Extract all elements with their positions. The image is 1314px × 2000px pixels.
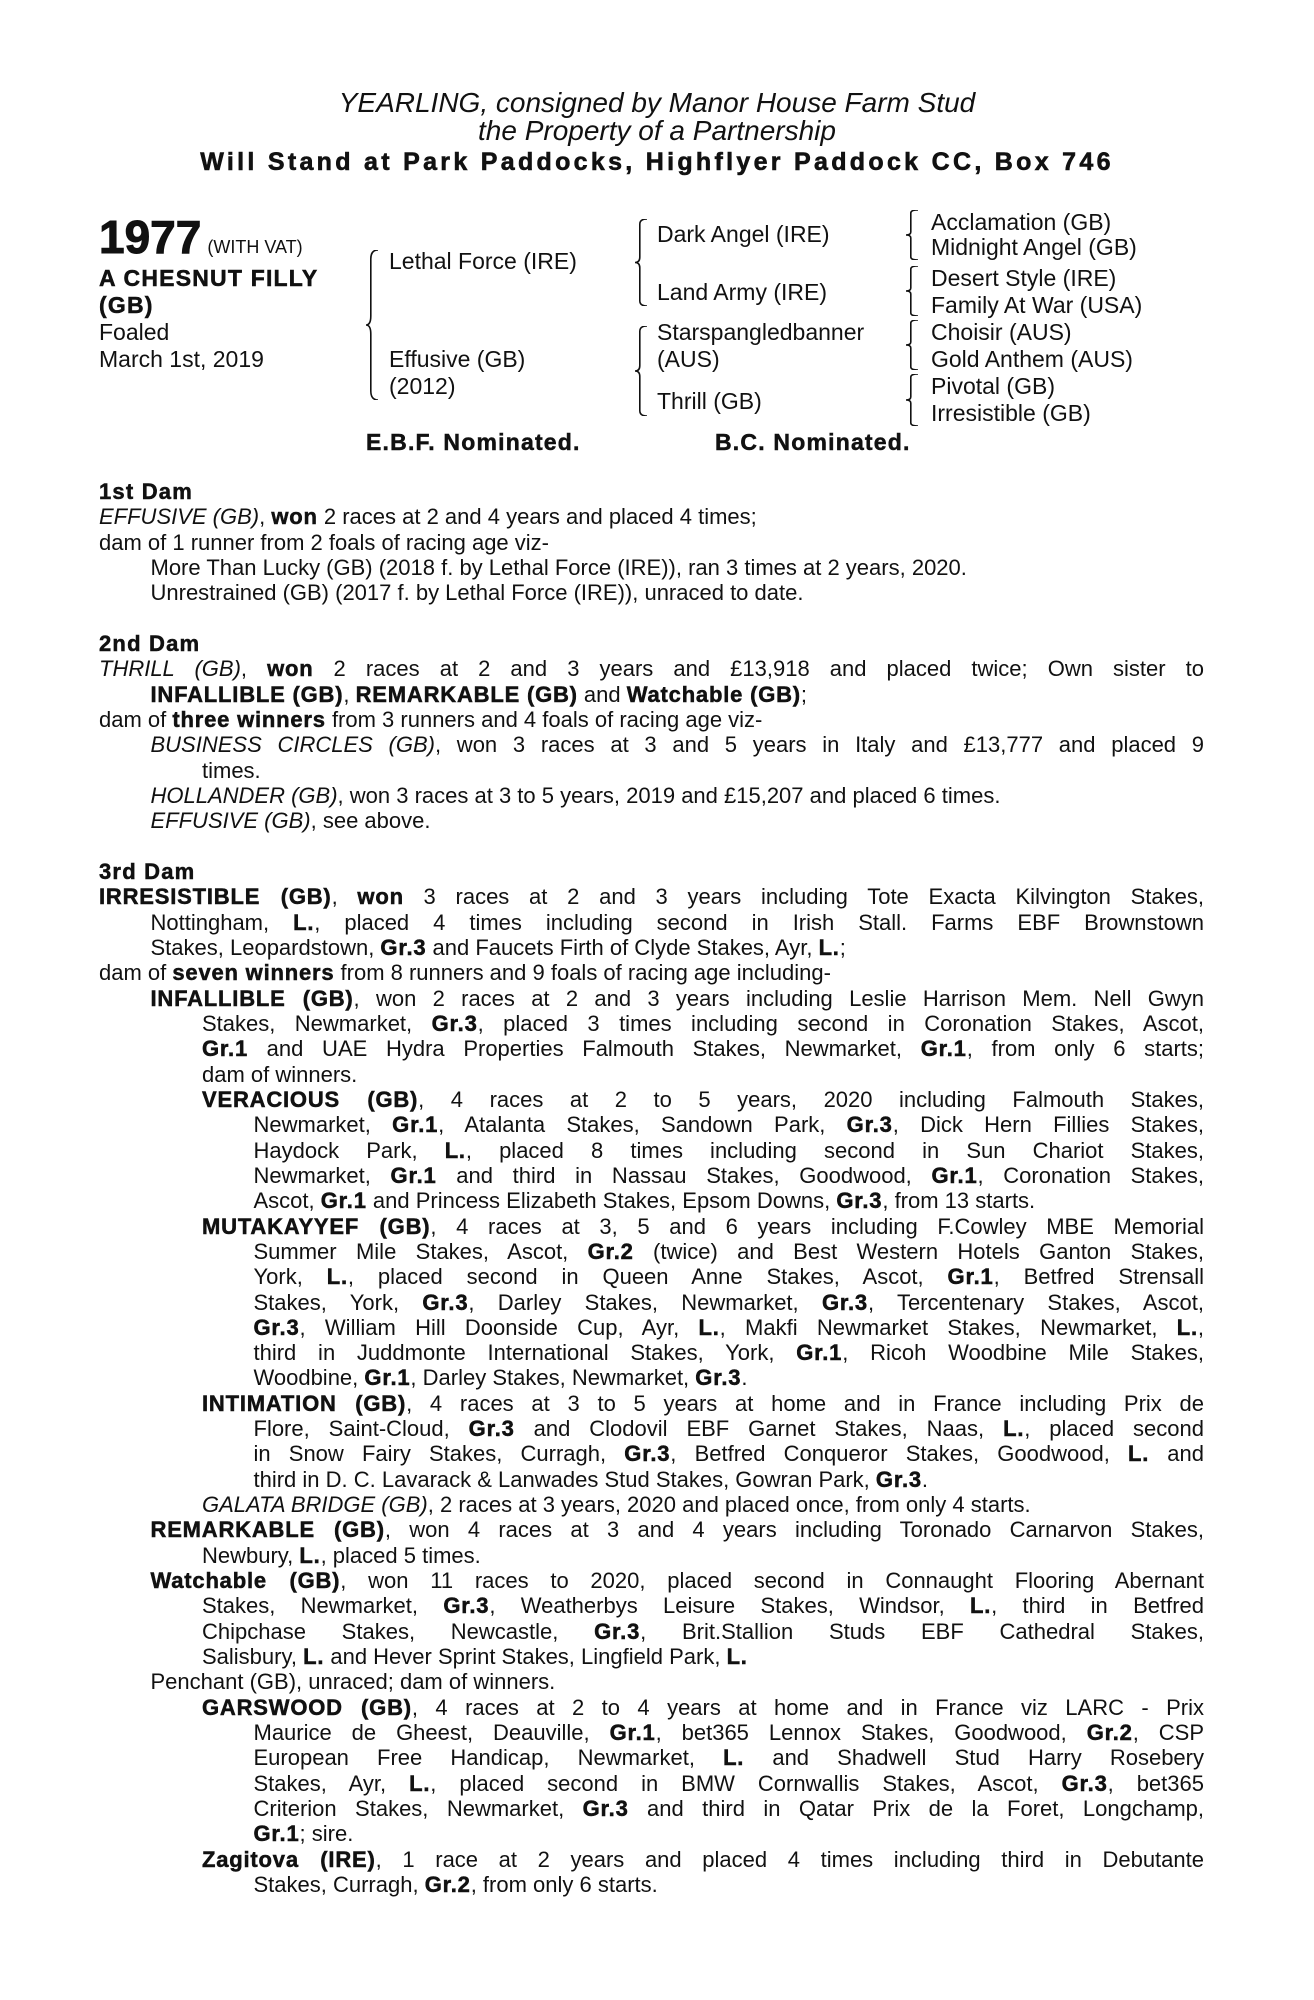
entry-line bbox=[99, 1720, 1204, 1745]
entry-line bbox=[99, 1062, 1204, 1087]
section-heading: 3rd Dam bbox=[99, 858, 196, 884]
text: (twice) and Best Western Hotels Ganton Stakes, bbox=[633, 1238, 1204, 1264]
bold-text: MUTAKAYYEF (GB) bbox=[202, 1213, 431, 1239]
text: , 1 race at 2 years and placed 4 times including third in Debutante bbox=[375, 1846, 1204, 1872]
entry-line bbox=[99, 1087, 1204, 1112]
sire-dam: Land Army (IRE) bbox=[657, 279, 827, 305]
text: and Faucets Firth of Clyde Stakes, Ayr, bbox=[426, 934, 819, 960]
entry-line bbox=[99, 555, 1204, 580]
bc-nomination: B.C. Nominated. bbox=[715, 429, 911, 455]
bold-text: L. bbox=[326, 1264, 348, 1290]
entry-line bbox=[99, 1340, 1204, 1365]
pedigree-entry bbox=[99, 656, 1204, 707]
lot-description-origin: (GB) bbox=[99, 292, 154, 318]
text: and bbox=[1149, 1441, 1204, 1467]
foaled-date: March 1st, 2019 bbox=[99, 346, 264, 372]
entry-line bbox=[99, 1745, 1204, 1770]
text: , CSP bbox=[1132, 1720, 1204, 1746]
text: , 4 races at 2 to 5 years, 2020 including Falmouth Stakes, bbox=[418, 1086, 1204, 1112]
ancestor: Gold Anthem (AUS) bbox=[931, 346, 1133, 372]
text: from 3 runners and 4 foals of racing age viz- bbox=[325, 706, 763, 732]
entry-line bbox=[99, 656, 1204, 681]
entry-line bbox=[99, 1796, 1204, 1821]
ebf-nomination: E.B.F. Nominated. bbox=[366, 429, 581, 455]
text: European Free Handicap, Newmarket, bbox=[253, 1745, 724, 1771]
italic-text: EFFUSIVE (GB) bbox=[150, 808, 311, 834]
entry-line bbox=[99, 1011, 1204, 1036]
text: and Clodovil EBF Garnet Stakes, Naas, bbox=[514, 1416, 1004, 1442]
bold-text: L. bbox=[970, 1593, 992, 1619]
bold-text: Gr.3 bbox=[821, 1289, 868, 1315]
ancestor: Acclamation (GB) bbox=[931, 209, 1112, 235]
section-heading: 1st Dam bbox=[99, 479, 193, 504]
text: 3 races at 2 and 3 years including Tote Exacta Kilvington Stakes, bbox=[403, 884, 1205, 910]
text: , from only 6 starts. bbox=[470, 1872, 658, 1898]
text: , won 11 races to 2020, placed second in Connaught Flooring Abernant bbox=[340, 1568, 1204, 1594]
text: third in Juddmonte International Stakes, York, bbox=[253, 1340, 797, 1366]
entry-line bbox=[99, 910, 1204, 935]
text: dam of winners. bbox=[202, 1061, 358, 1087]
bold-text: L. bbox=[299, 1542, 321, 1568]
text: More Than Lucky (GB) (2018 f. by Lethal Force (IRE)), ran 3 times at 2 years, 2020. bbox=[150, 554, 967, 580]
entry-line bbox=[99, 1669, 1204, 1694]
brace-icon bbox=[635, 326, 647, 416]
pedigree-entry bbox=[99, 960, 1204, 985]
italic-text: GALATA BRIDGE (GB) bbox=[202, 1492, 428, 1518]
bold-text: Gr.1 bbox=[253, 1821, 300, 1847]
entry-line bbox=[99, 1593, 1204, 1618]
pedigree-entry bbox=[99, 555, 1204, 580]
text: Stakes, York, bbox=[253, 1289, 423, 1315]
text: Haydock Park, bbox=[253, 1137, 445, 1163]
text: , Makfi Newmarket Stakes, Newmarket, bbox=[719, 1314, 1177, 1340]
pedigree-entry bbox=[99, 1568, 1204, 1669]
text: , Brit.Stallion Studs EBF Cathedral Stakes, bbox=[640, 1618, 1204, 1644]
bold-text: Gr.3 bbox=[380, 934, 427, 960]
bold-text: Gr.1 bbox=[392, 1112, 439, 1138]
text: . bbox=[741, 1365, 748, 1391]
bold-text: Gr.3 bbox=[582, 1796, 629, 1822]
italic-text: BUSINESS CIRCLES (GB) bbox=[150, 732, 435, 758]
text: ; bbox=[800, 681, 808, 707]
text: Unrestrained (GB) (2017 f. by Lethal Force (IRE)), unraced to date. bbox=[150, 580, 804, 606]
bold-text: Gr.1 bbox=[364, 1365, 411, 1391]
ancestor: Desert Style (IRE) bbox=[931, 265, 1117, 291]
text: 2 races at 2 and 3 years and £13,918 and placed twice; Own sister to bbox=[313, 656, 1204, 682]
spacer bbox=[99, 606, 1204, 631]
italic-text: EFFUSIVE (GB) bbox=[99, 504, 260, 530]
text: dam of 1 runner from 2 foals of racing age viz- bbox=[99, 529, 549, 555]
text: , placed second in Queen Anne Stakes, Ascot, bbox=[347, 1264, 948, 1290]
text: Flore, Saint-Cloud, bbox=[253, 1416, 469, 1442]
text: and Shadwell Stud Harry Rosebery bbox=[744, 1745, 1204, 1771]
text: , placed 4 times including second in Irish Stall. Farms EBF Brownstown bbox=[314, 909, 1204, 935]
text: , Betfred Strensall bbox=[993, 1264, 1204, 1290]
text: , won 4 races at 3 and 4 years including Toronado Carnarvon Stakes, bbox=[384, 1517, 1204, 1543]
text: , William Hill Doonside Cup, Ayr, bbox=[299, 1314, 699, 1340]
dam-sire: Starspangledbanner bbox=[657, 319, 865, 345]
italic-text: HOLLANDER (GB) bbox=[150, 782, 338, 808]
entry-line bbox=[99, 1441, 1204, 1466]
entry-line bbox=[99, 1847, 1204, 1872]
text: , placed second in BMW Cornwallis Stakes, Ascot, bbox=[430, 1770, 1062, 1796]
text: , third in Betfred bbox=[991, 1593, 1204, 1619]
bold-text: L. bbox=[726, 1644, 748, 1670]
dam-year: (2012) bbox=[389, 373, 456, 399]
brace-icon bbox=[366, 250, 378, 400]
pedigree-entry bbox=[99, 808, 1204, 833]
text: , bbox=[343, 681, 356, 707]
text: and third in Qatar Prix de la Foret, Longchamp, bbox=[628, 1796, 1205, 1822]
produce-record bbox=[99, 479, 1204, 1897]
entry-line bbox=[99, 732, 1204, 757]
bold-text: Gr.3 bbox=[594, 1618, 641, 1644]
sire-sire: Dark Angel (IRE) bbox=[657, 221, 830, 247]
text: , placed 5 times. bbox=[320, 1542, 481, 1568]
bold-text: L. bbox=[303, 1644, 325, 1670]
text: third in D. C. Lavarack & Lanwades Stud Stakes, Gowran Park, bbox=[253, 1466, 876, 1492]
pedigree-entry bbox=[99, 1492, 1204, 1517]
text: and UAE Hydra Properties Falmouth Stakes, Newmarket, bbox=[248, 1036, 921, 1062]
text: Summer Mile Stakes, Ascot, bbox=[253, 1238, 588, 1264]
text: , won 3 races at 3 and 5 years in Italy and £13,777 and placed 9 bbox=[434, 732, 1204, 758]
bold-text: won bbox=[357, 884, 404, 910]
entry-line bbox=[99, 783, 1204, 808]
sire: Lethal Force (IRE) bbox=[389, 248, 577, 274]
foaled-label: Foaled bbox=[99, 319, 170, 345]
bold-text: Zagitova (IRE) bbox=[202, 1846, 376, 1872]
entry-line bbox=[99, 1315, 1204, 1340]
text: , from only 6 starts; bbox=[966, 1036, 1204, 1062]
pedigree-entry bbox=[99, 1087, 1204, 1214]
entry-line bbox=[99, 1391, 1204, 1416]
pedigree-entry bbox=[99, 1517, 1204, 1568]
entry-line bbox=[99, 1416, 1204, 1441]
entry-line bbox=[99, 682, 1204, 707]
ancestor: Choisir (AUS) bbox=[931, 319, 1072, 345]
entry-line bbox=[99, 986, 1204, 1011]
text: , Weatherbys Leisure Stakes, Windsor, bbox=[489, 1593, 970, 1619]
text: Nottingham, bbox=[150, 909, 294, 935]
dam: Effusive (GB) bbox=[389, 346, 526, 372]
bold-text: Watchable (GB) bbox=[150, 1568, 341, 1594]
text: , placed 3 times including second in Coronation Stakes, Ascot, bbox=[477, 1010, 1205, 1036]
entry-line bbox=[99, 1695, 1204, 1720]
text: , Ricoh Woodbine Mile Stakes, bbox=[842, 1340, 1204, 1366]
entry-line bbox=[99, 1543, 1204, 1568]
pedigree-entry bbox=[99, 1214, 1204, 1391]
bold-text: Gr.3 bbox=[846, 1112, 893, 1138]
text: Stakes, Curragh, bbox=[253, 1872, 425, 1898]
text: Woodbine, bbox=[253, 1365, 365, 1391]
text: dam of bbox=[99, 706, 173, 732]
entry-line bbox=[99, 1644, 1204, 1669]
entry-line bbox=[99, 1163, 1204, 1188]
text: . bbox=[921, 1466, 929, 1492]
entry-line bbox=[99, 884, 1204, 909]
entry-line bbox=[99, 1264, 1204, 1289]
entry-line bbox=[99, 530, 1204, 555]
bold-text: Gr.3 bbox=[875, 1466, 922, 1492]
text: , Coronation Stakes, bbox=[977, 1162, 1204, 1188]
dam-sire-origin: (AUS) bbox=[657, 346, 720, 372]
entry-line bbox=[99, 960, 1204, 985]
text: , won 3 races at 3 to 5 years, 2019 and £15,207 and placed 6 times. bbox=[337, 782, 1001, 808]
text: from 8 runners and 9 foals of racing age including- bbox=[334, 960, 831, 986]
entry-line bbox=[99, 1214, 1204, 1239]
bold-text: L. bbox=[1003, 1416, 1025, 1442]
entry-line bbox=[99, 1188, 1204, 1213]
bold-text: Gr.3 bbox=[695, 1365, 742, 1391]
entry-line bbox=[99, 1619, 1204, 1644]
pedigree-entry bbox=[99, 530, 1204, 555]
text: , bbox=[259, 504, 272, 530]
text: dam of bbox=[99, 960, 173, 986]
text: in Snow Fairy Stakes, Curragh, bbox=[253, 1441, 625, 1467]
bold-text: Gr.1 bbox=[920, 1036, 967, 1062]
text: , placed second bbox=[1024, 1416, 1204, 1442]
brace-icon bbox=[906, 210, 918, 260]
text: , 4 races at 3, 5 and 6 years including F.Cowley MBE Memorial bbox=[430, 1213, 1204, 1239]
bold-text: L. bbox=[444, 1137, 466, 1163]
pedigree-entry bbox=[99, 580, 1204, 605]
bold-text: Gr.3 bbox=[836, 1188, 883, 1214]
bold-text: L. bbox=[293, 909, 315, 935]
stabling-line: Will Stand at Park Paddocks, Highflyer Paddock CC, Box 746 bbox=[200, 148, 1114, 176]
text: times. bbox=[202, 757, 261, 783]
text: Salisbury, bbox=[202, 1644, 304, 1670]
pedigree-entry bbox=[99, 732, 1204, 783]
property-line: the Property of a Partnership bbox=[478, 115, 836, 146]
bold-text: L. bbox=[1127, 1441, 1150, 1467]
brace-icon bbox=[635, 219, 647, 306]
text: Stakes, Newmarket, bbox=[202, 1593, 444, 1619]
bold-text: Gr.3 bbox=[468, 1416, 515, 1442]
brace-icon bbox=[906, 320, 918, 370]
dam-dam: Thrill (GB) bbox=[657, 388, 762, 414]
text: ; bbox=[839, 934, 846, 960]
bold-text: seven winners bbox=[172, 960, 335, 986]
bold-text: Gr.1 bbox=[947, 1264, 994, 1290]
spacer bbox=[99, 834, 1204, 859]
text: and bbox=[577, 681, 627, 707]
entry-line bbox=[99, 1239, 1204, 1264]
pedigree-entry bbox=[99, 707, 1204, 732]
entry-line bbox=[99, 935, 1204, 960]
entry-line bbox=[99, 1821, 1204, 1846]
text: , Dick Hern Fillies Stakes, bbox=[892, 1112, 1204, 1138]
pedigree-entry bbox=[99, 986, 1204, 1087]
ancestor: Family At War (USA) bbox=[931, 292, 1143, 318]
text: , see above. bbox=[310, 808, 431, 834]
entry-line bbox=[99, 758, 1204, 783]
text: , 4 races at 3 to 5 years at home and in France including Prix de bbox=[406, 1390, 1205, 1416]
bold-text: L. bbox=[723, 1745, 745, 1771]
bold-text: IRRESISTIBLE (GB) bbox=[99, 884, 332, 910]
text: , won 2 races at 2 and 3 years including Leslie Harrison Mem. Nell Gwyn bbox=[353, 985, 1204, 1011]
lot-description: A CHESNUT FILLY bbox=[99, 265, 319, 291]
bold-text: L. bbox=[409, 1770, 431, 1796]
bold-text: Gr.2 bbox=[424, 1872, 471, 1898]
entry-line bbox=[99, 504, 1204, 529]
entry-line bbox=[99, 1365, 1204, 1390]
text: , from 13 starts. bbox=[882, 1188, 1036, 1214]
consignor-line: YEARLING, consigned by Manor House Farm Stud bbox=[338, 87, 976, 118]
text: , placed 8 times including second in Sun Chariot Stakes, bbox=[465, 1137, 1204, 1163]
text: and third in Nassau Stakes, Goodwood, bbox=[436, 1162, 932, 1188]
text: Stakes, Leopardstown, bbox=[150, 934, 381, 960]
bold-text: Gr.2 bbox=[1086, 1720, 1133, 1746]
text: , Darley Stakes, Newmarket, bbox=[410, 1365, 696, 1391]
entry-line bbox=[99, 707, 1204, 732]
bold-text: Gr.1 bbox=[609, 1720, 656, 1746]
entry-line bbox=[99, 1771, 1204, 1796]
entry-line bbox=[99, 1492, 1204, 1517]
entry-line bbox=[99, 1568, 1204, 1593]
vat-note: (WITH VAT) bbox=[207, 237, 303, 257]
lot-number: 1977 bbox=[99, 211, 202, 263]
text: 2 races at 2 and 4 years and placed 4 times; bbox=[317, 504, 757, 530]
pedigree-entry bbox=[99, 504, 1204, 529]
text: York, bbox=[253, 1264, 327, 1290]
bold-text: L. bbox=[818, 934, 840, 960]
bold-text: REMARKABLE (GB) bbox=[355, 681, 578, 707]
text: , 2 races at 3 years, 2020 and placed once, from only 4 starts. bbox=[427, 1492, 1031, 1518]
bold-text: Gr.1 bbox=[320, 1188, 367, 1214]
entry-line bbox=[99, 1290, 1204, 1315]
bold-text: VERACIOUS (GB) bbox=[202, 1086, 419, 1112]
pedigree-entry bbox=[99, 783, 1204, 808]
entry-line bbox=[99, 1112, 1204, 1137]
bold-text: Gr.3 bbox=[443, 1593, 490, 1619]
pedigree-entry bbox=[99, 1391, 1204, 1492]
bold-text: three winners bbox=[172, 706, 326, 732]
ancestor: Pivotal (GB) bbox=[931, 373, 1055, 399]
text: Chipchase Stakes, Newcastle, bbox=[202, 1618, 595, 1644]
entry-line bbox=[99, 808, 1204, 833]
entry-line bbox=[99, 1467, 1204, 1492]
text: , bbox=[1197, 1314, 1204, 1340]
bold-text: L. bbox=[1176, 1314, 1198, 1340]
text: Newmarket, bbox=[253, 1112, 393, 1138]
text: and Hever Sprint Stakes, Lingfield Park, bbox=[324, 1644, 727, 1670]
bold-text: Gr.1 bbox=[202, 1036, 249, 1062]
entry-line bbox=[99, 580, 1204, 605]
entry-line bbox=[99, 1872, 1204, 1897]
brace-icon bbox=[906, 374, 918, 426]
text: , Darley Stakes, Newmarket, bbox=[468, 1289, 822, 1315]
bold-text: L. bbox=[698, 1314, 720, 1340]
text: , Atalanta Stakes, Sandown Park, bbox=[438, 1112, 847, 1138]
bold-text: INFALLIBLE (GB) bbox=[150, 681, 344, 707]
text: , bbox=[240, 656, 268, 682]
text: Maurice de Gheest, Deauville, bbox=[253, 1720, 610, 1746]
pedigree-entry bbox=[99, 1847, 1204, 1898]
bold-text: REMARKABLE (GB) bbox=[150, 1517, 385, 1543]
bold-text: Gr.1 bbox=[796, 1340, 843, 1366]
pedigree-entry bbox=[99, 884, 1204, 960]
entry-line bbox=[99, 1036, 1204, 1061]
text: Newmarket, bbox=[253, 1162, 391, 1188]
text: Stakes, Ayr, bbox=[253, 1770, 410, 1796]
ancestor: Irresistible (GB) bbox=[931, 400, 1091, 426]
section-heading: 2nd Dam bbox=[99, 630, 201, 656]
bold-text: won bbox=[271, 504, 318, 530]
pedigree-entry bbox=[99, 1695, 1204, 1847]
ancestor: Midnight Angel (GB) bbox=[931, 234, 1137, 260]
text: Ascot, bbox=[253, 1188, 321, 1214]
lot-number-row bbox=[99, 212, 303, 272]
entry-line bbox=[99, 1517, 1204, 1542]
text: , Tercentenary Stakes, Ascot, bbox=[867, 1289, 1204, 1315]
text: , bet365 bbox=[1107, 1770, 1204, 1796]
italic-text: THRILL (GB) bbox=[99, 656, 241, 682]
entry-line bbox=[99, 1138, 1204, 1163]
text: , Betfred Conqueror Stakes, Goodwood, bbox=[670, 1441, 1128, 1467]
bold-text: Gr.3 bbox=[253, 1314, 300, 1340]
bold-text: Gr.1 bbox=[390, 1162, 437, 1188]
bold-text: INTIMATION (GB) bbox=[202, 1390, 407, 1416]
text: , bet365 Lennox Stakes, Goodwood, bbox=[655, 1720, 1087, 1746]
bold-text: Gr.3 bbox=[422, 1289, 469, 1315]
text: , 4 races at 2 to 4 years at home and in France viz LARC - Prix bbox=[411, 1694, 1204, 1720]
text: Newbury, bbox=[202, 1542, 300, 1568]
bold-text: Gr.3 bbox=[431, 1010, 478, 1036]
text: Criterion Stakes, Newmarket, bbox=[253, 1796, 583, 1822]
text: Stakes, Newmarket, bbox=[202, 1010, 432, 1036]
bold-text: Gr.1 bbox=[931, 1162, 978, 1188]
bold-text: won bbox=[267, 656, 314, 682]
bold-text: GARSWOOD (GB) bbox=[202, 1694, 412, 1720]
bold-text: INFALLIBLE (GB) bbox=[150, 985, 354, 1011]
bold-text: Gr.3 bbox=[1061, 1770, 1108, 1796]
bold-text: Gr.2 bbox=[587, 1238, 634, 1264]
pedigree-entry bbox=[99, 1669, 1204, 1694]
text: and Princess Elizabeth Stakes, Epsom Downs, bbox=[366, 1188, 837, 1214]
brace-icon bbox=[906, 266, 918, 316]
bold-text: Watchable (GB) bbox=[626, 681, 801, 707]
bold-text: Gr.3 bbox=[624, 1441, 671, 1467]
text: , bbox=[331, 884, 358, 910]
text: Penchant (GB), unraced; dam of winners. bbox=[150, 1669, 556, 1695]
text: ; sire. bbox=[299, 1821, 354, 1847]
